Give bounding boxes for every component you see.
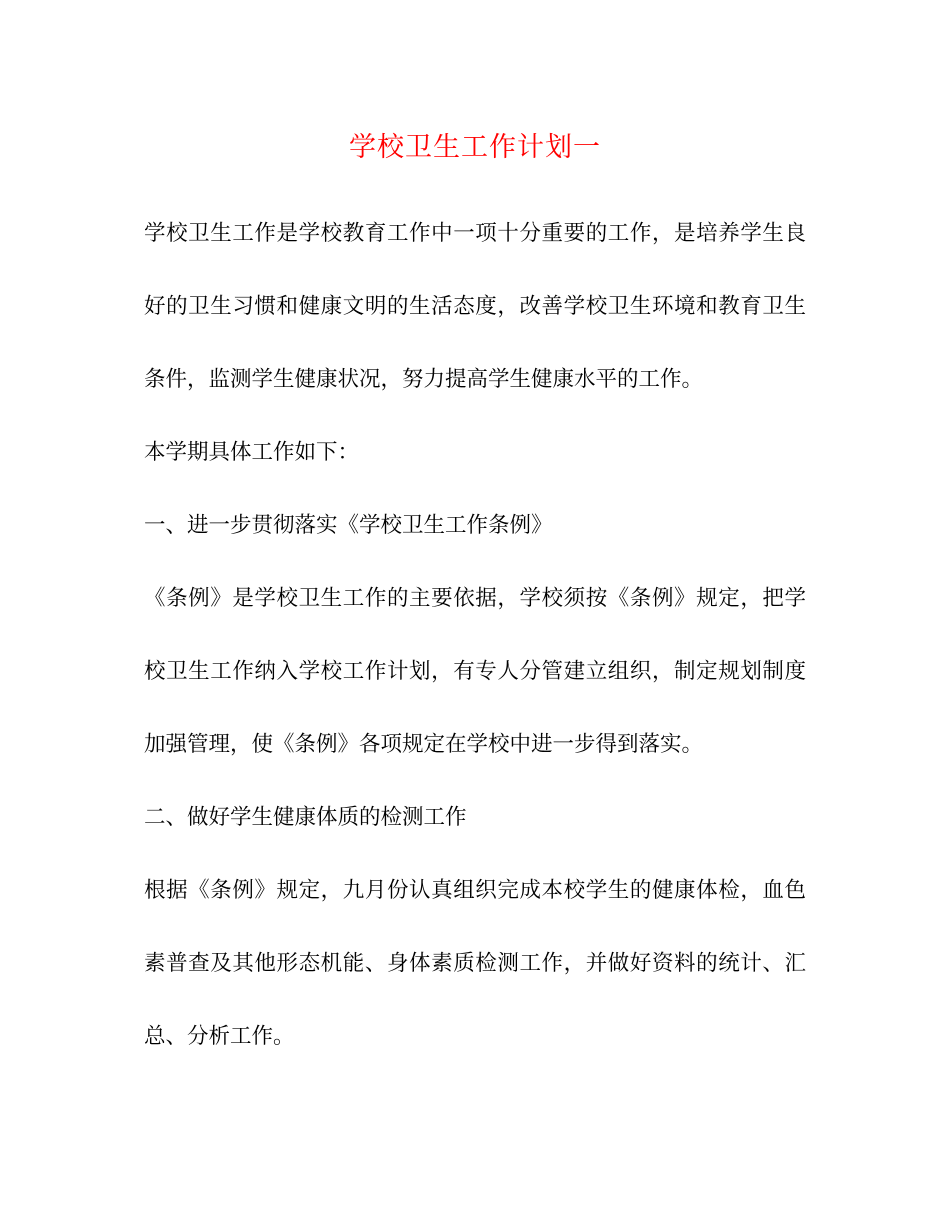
- section-heading: 二、做好学生健康体质的检测工作: [144, 805, 467, 830]
- paragraph-line: 好的卫生习惯和健康文明的生活态度，改善学校卫生环境和教育卫生: [144, 294, 806, 319]
- document-title: 学校卫生工作计划一: [349, 132, 601, 163]
- paragraph-line: 学校卫生工作是学校教育工作中一项十分重要的工作，是培养学生良: [144, 221, 806, 246]
- document-body: [144, 212, 806, 1088]
- paragraph-line: 本学期具体工作如下：: [144, 440, 360, 465]
- paragraph-line: 《条例》是学校卫生工作的主要依据，学校须按《条例》规定，把学: [144, 586, 806, 611]
- paragraph-line: 校卫生工作纳入学校工作计划，有专人分管建立组织，制定规划制度: [144, 659, 806, 684]
- paragraph-line: 总、分析工作。: [144, 1024, 295, 1049]
- paragraph-line: 加强管理，使《条例》各项规定在学校中进一步得到落实。: [144, 732, 704, 757]
- paragraph-line: 条件，监测学生健康状况，努力提高学生健康水平的工作。: [144, 367, 704, 392]
- paragraph-line: 素普查及其他形态机能、身体素质检测工作，并做好资料的统计、汇: [144, 951, 806, 976]
- section-heading: 一、进一步贯彻落实《学校卫生工作条例》: [144, 513, 553, 538]
- paragraph-line: 根据《条例》规定，九月份认真组织完成本校学生的健康体检，血色: [144, 878, 806, 903]
